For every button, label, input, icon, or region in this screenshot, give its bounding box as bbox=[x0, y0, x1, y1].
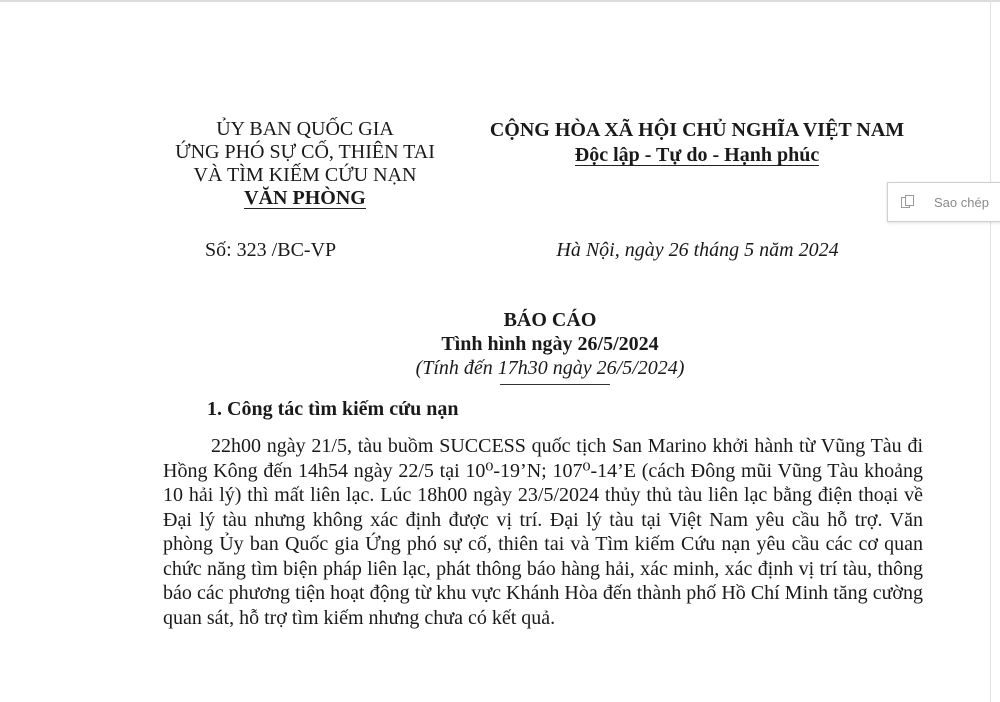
copy-button[interactable] bbox=[887, 182, 1000, 222]
place-date: Hà Nội, ngày 26 tháng 5 năm 2024 bbox=[556, 239, 839, 261]
section-heading: 1. Công tác tìm kiếm cứu nạn bbox=[207, 398, 459, 420]
report-subtitle: Tình hình ngày 26/5/2024 bbox=[441, 333, 659, 355]
report-timestamp-note: (Tính đến 17h30 ngày 26/5/2024) bbox=[415, 357, 685, 379]
copy-icon bbox=[900, 194, 916, 210]
national-heading bbox=[462, 118, 932, 168]
office-name: VĂN PHÒNG bbox=[244, 187, 366, 209]
country-name: CỘNG HÒA XÃ HỘI CHỦ NGHĨA VIỆT NAM bbox=[489, 119, 905, 141]
top-border bbox=[0, 0, 1000, 2]
document-number: Số: 323 /BC-VP bbox=[205, 239, 337, 261]
title-underline bbox=[500, 384, 610, 385]
agency-line-2: ỨNG PHÓ SỰ CỐ, THIÊN TAI bbox=[175, 141, 435, 163]
body-paragraph: 22h00 ngày 21/5, tàu buồm SUCCESS quốc tịch San Marino khởi hành từ Vũng Tàu đi Hồng Kông đến 14h54 ngày 22/5 tại 10⁰-19’N; 107⁰-14’E (cách Đông mũi Vũng Tàu khoảng 10 hải lý) thì mất liên lạc. Lúc 18h00 ngày 23/5/2024 thủy thủ tàu liên lạc bằng điện thoại về Đại lý tàu nhưng không xác định được vị trí. Đại lý tàu tại Việt Nam yêu cầu hỗ trợ. Văn phòng Ủy ban Quốc gia Ứng phó sự cố, thiên tai và Tìm kiếm Cứu nạn yêu cầu các cơ quan chức năng tìm biện pháp liên lạc, phát thông báo hàng hải, xác minh, xác định vị trí tàu, thông báo các phương tiện hoạt động từ khu vực Khánh Hòa đến thành phố Hồ Chí Minh tăng cường quan sát, hỗ trợ tìm kiếm nhưng chưa có kết quả. bbox=[163, 435, 923, 629]
copy-button-label: Sao chép bbox=[934, 194, 989, 210]
agency-line-3: VÀ TÌM KIẾM CỨU NẠN bbox=[193, 164, 417, 186]
issuing-agency bbox=[150, 118, 460, 210]
national-motto: Độc lập - Tự do - Hạnh phúc bbox=[574, 144, 820, 166]
report-title-block bbox=[330, 308, 770, 380]
right-border bbox=[990, 0, 991, 702]
agency-line-1: ỦY BAN QUỐC GIA bbox=[216, 118, 394, 140]
report-title: BÁO CÁO bbox=[503, 309, 597, 331]
